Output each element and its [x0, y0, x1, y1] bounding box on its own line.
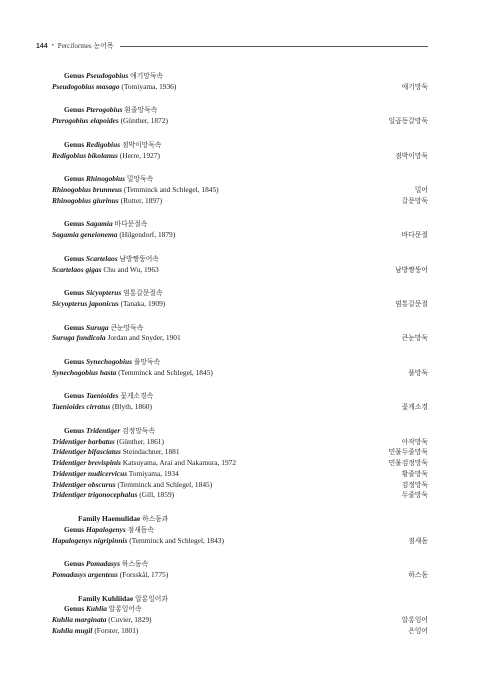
scientific-name: Sagamia geneionema [52, 230, 118, 240]
korean-common-name: 아작망둑 [401, 437, 428, 446]
genus-name: Redigobius [85, 139, 121, 149]
family-korean-name: 알롱잉어과 [135, 594, 168, 603]
species-row [52, 299, 428, 310]
genus-heading: Genus Redigobius 점박이망둑속 [64, 139, 162, 149]
species-entry [52, 333, 181, 344]
species-row [52, 615, 428, 626]
korean-common-name: 은잉어 [408, 627, 428, 636]
header-bullet: • [51, 43, 54, 49]
scientific-name: Rhinogobius brunneus [52, 184, 123, 194]
scientific-name: Pseudogobius masago [52, 81, 120, 91]
scientific-name: Tridentiger obscurus [52, 479, 116, 489]
genus-korean-name: 알롱잉어속 [108, 605, 142, 614]
species-entry [52, 151, 160, 162]
taxon-group [52, 219, 428, 241]
author-citation: (Herre, 1927) [119, 150, 161, 160]
species-row [52, 116, 428, 127]
family-heading: Family Haemulidae 하스돔과 [78, 514, 169, 524]
taxon-group [52, 174, 428, 206]
author-citation: (Günther, 1861) [116, 436, 164, 446]
family-name: Kuhliidae [102, 593, 134, 603]
author-citation: (Rutter, 1897) [120, 195, 163, 205]
genus-korean-name: 하스돔속 [121, 560, 149, 569]
genus-heading: Genus Scartelaos 남방짱뚱어속 [64, 253, 159, 263]
scientific-name: Tridentiger nudicervicus [52, 468, 128, 478]
genus-name: Pseudogobius [85, 71, 129, 80]
genus-heading: Genus Hapalogenys 점새돔속 [64, 524, 154, 534]
taxon-group [52, 288, 428, 310]
author-citation: (Temminck and Schlegel, 1845) [117, 479, 213, 489]
genus-name: Pterogobius [85, 105, 123, 115]
species-row [52, 368, 428, 379]
species-entry [52, 447, 180, 458]
korean-common-name: 염통갈문절 [395, 299, 428, 308]
genus-korean-name: 꽃게소경속 [120, 392, 154, 401]
genus-heading: Genus Pterogobius 흰줄망둑속 [64, 105, 158, 115]
taxon-group [52, 357, 428, 379]
genus-heading: Genus Kuhlia 알롱잉어속 [64, 604, 142, 614]
genus-name: Sicyopterus [85, 288, 122, 298]
species-entry [52, 469, 179, 480]
scientific-name: Scartelaos gigas [52, 264, 102, 274]
species-row [52, 82, 428, 93]
scientific-name: Tridentiger trigonocephalus [52, 490, 138, 500]
species-row [52, 458, 428, 469]
author-citation: Tomiyama, 1934 [128, 468, 179, 478]
author-citation: (Cuvier, 1829) [108, 615, 152, 625]
taxon-group [52, 514, 428, 546]
species-row [52, 570, 428, 581]
taxon-group [52, 105, 428, 127]
species-row [52, 196, 428, 207]
species-entry [52, 490, 174, 501]
genus-heading: Genus Taenioides 꽃게소경속 [64, 391, 154, 401]
scientific-name: Hapalogenys nigripinnis [52, 535, 128, 545]
genus-name: Scartelaos [85, 253, 118, 263]
genus-name: Sagamia [85, 219, 113, 229]
korean-common-name: 남방짱뚱어 [395, 265, 428, 274]
species-row [52, 536, 428, 547]
korean-common-name: 검정망둑 [401, 480, 428, 489]
author-citation: Steindachner, 1881 [122, 447, 180, 457]
korean-common-name: 민물두줄망둑 [388, 448, 428, 457]
korean-common-name: 점박이망둑 [395, 151, 428, 160]
species-entry [52, 458, 236, 469]
genus-heading: Genus Sicyopterus 염통갈문절속 [64, 288, 163, 298]
taxon-group [52, 391, 428, 413]
species-entry [52, 116, 168, 127]
genus-korean-name: 남방짱뚱어속 [119, 254, 159, 263]
species-row [52, 333, 428, 344]
genus-name: Suruga [85, 322, 109, 332]
author-citation: (Günther, 1872) [120, 116, 168, 126]
genus-heading: Genus Suruga 큰눈망둑속 [64, 322, 144, 332]
korean-common-name: 알롱잉어 [401, 616, 428, 625]
scientific-name: Rhinogobius giurinus [52, 195, 119, 205]
genus-korean-name: 큰눈망둑속 [110, 323, 144, 332]
species-row [52, 265, 428, 276]
korean-common-name: 풀망둑 [408, 368, 428, 377]
taxon-group [52, 71, 428, 93]
family-name: Haemulidae [102, 514, 141, 524]
taxon-group [52, 426, 428, 502]
author-citation: (Tomiyama, 1936) [121, 81, 177, 91]
scientific-name: Pterogobius elapoides [52, 116, 119, 126]
species-row [52, 626, 428, 637]
korean-common-name: 애기망둑 [401, 82, 428, 91]
species-row [52, 437, 428, 448]
species-row [52, 480, 428, 491]
genus-heading: Genus Sagamia 바다문절속 [64, 219, 148, 229]
species-entry [52, 82, 176, 93]
species-entry [52, 265, 159, 276]
genus-heading: Genus Pseudogobius 애기망둑속 [64, 71, 163, 80]
scientific-name: Synechogobius hasta [52, 367, 117, 377]
species-entry [52, 570, 168, 581]
korean-common-name: 밀어 [414, 185, 428, 194]
genus-name: Tridentiger [85, 425, 121, 435]
scientific-name: Sicyopterus japonicus [52, 298, 119, 308]
scientific-name: Suruga fundicola [52, 333, 106, 343]
species-entry [52, 196, 162, 207]
author-citation: (Tanaka, 1909) [120, 298, 166, 308]
genus-korean-name: 점박이망둑속 [121, 140, 162, 149]
scientific-name: Taenioides cirratus [52, 402, 111, 412]
taxon-group [52, 559, 428, 581]
family-heading: Family Kuhliidae 알롱잉어과 [78, 593, 168, 603]
korean-common-name: 꽃게소경 [401, 403, 428, 412]
author-citation: (Temminck and Schlegel, 1843) [129, 535, 224, 545]
genus-name: Rhinogobius [85, 174, 126, 184]
korean-common-name: 황줄망둑 [401, 469, 428, 478]
korean-common-name: 두줄망둑 [401, 491, 428, 500]
genus-heading: Genus Synechogobius 풀망둑속 [64, 356, 161, 366]
genus-korean-name: 풀망둑속 [133, 357, 161, 366]
species-list [52, 71, 428, 650]
scientific-name: Tridentiger bifasciatus [52, 447, 121, 457]
genus-heading: Genus Rhinogobius 밀망둑속 [64, 174, 154, 184]
species-entry [52, 626, 138, 637]
species-row [52, 230, 428, 241]
korean-common-name: 갈문망둑 [401, 196, 428, 205]
genus-name: Pomadasys [85, 559, 121, 569]
korean-common-name: 큰눈망둑 [401, 334, 428, 343]
species-entry [52, 615, 152, 626]
species-row [52, 151, 428, 162]
author-citation: (Forsskål, 1775) [119, 570, 169, 580]
scientific-name: Pomadasys argenteus [52, 570, 118, 580]
scientific-name: Kuhlia marginata [52, 615, 107, 625]
genus-name: Kuhlia [85, 604, 107, 614]
genus-korean-name: 바다문절속 [114, 220, 148, 229]
scientific-name: Tridentiger brevispinis [52, 458, 121, 468]
author-citation: (Blyth, 1860) [112, 402, 152, 412]
running-header [36, 40, 428, 52]
genus-heading: Genus Tridentiger 검정망둑속 [64, 425, 155, 435]
genus-name: Taenioides [85, 391, 119, 401]
species-entry [52, 368, 213, 379]
species-entry [52, 230, 175, 241]
taxon-group [52, 140, 428, 162]
korean-common-name: 하스돔 [408, 571, 428, 580]
species-entry [52, 437, 164, 448]
genus-name: Synechogobius [85, 356, 132, 366]
author-citation: (Forster, 1801) [94, 626, 139, 636]
species-row [52, 447, 428, 458]
species-entry [52, 185, 219, 196]
species-entry [52, 299, 165, 310]
species-row [52, 469, 428, 480]
header-rule [120, 46, 428, 47]
section-title: Perciformes 농어목 [57, 42, 114, 50]
genus-korean-name: 염통갈문절속 [123, 289, 163, 298]
author-citation: Jordan and Snyder, 1901 [107, 333, 181, 343]
korean-common-name: 바다문절 [401, 231, 428, 240]
author-citation: (Temminck and Schlegel, 1845) [123, 184, 219, 194]
species-entry [52, 536, 224, 547]
taxon-group [52, 323, 428, 345]
family-korean-name: 하스돔과 [142, 515, 169, 524]
genus-heading: Genus Pomadasys 하스돔속 [64, 559, 149, 569]
species-entry [52, 402, 152, 413]
taxon-group [52, 594, 428, 637]
page-number: 144 [36, 42, 48, 50]
korean-common-name: 점새돔 [408, 536, 428, 545]
author-citation: (Hilgendorf, 1879) [119, 230, 176, 240]
genus-korean-name: 점새돔속 [127, 525, 154, 534]
author-citation: (Gill, 1859) [139, 490, 175, 500]
author-citation: Chu and Wu, 1963 [103, 264, 159, 274]
genus-korean-name: 흰줄망둑속 [124, 106, 158, 115]
author-citation: Katsuyama, Arai and Nakamura, 1972 [122, 458, 237, 468]
scientific-name: Kuhlia mugil [52, 626, 93, 636]
genus-name: Hapalogenys [85, 524, 126, 534]
korean-common-name: 민물검정망둑 [388, 459, 428, 468]
species-row [52, 490, 428, 501]
korean-common-name: 일곱동갈망둑 [388, 117, 428, 126]
author-citation: (Temminck and Schlegel, 1845) [118, 367, 213, 377]
species-row [52, 402, 428, 413]
taxon-group [52, 254, 428, 276]
genus-korean-name: 애기망둑속 [130, 72, 163, 80]
genus-korean-name: 검정망둑속 [122, 426, 155, 435]
species-entry [52, 480, 212, 491]
species-row [52, 185, 428, 196]
genus-korean-name: 밀망둑속 [126, 175, 154, 184]
scientific-name: Tridentiger barbatus [52, 436, 115, 446]
scientific-name: Redigobius bikolanus [52, 150, 118, 160]
